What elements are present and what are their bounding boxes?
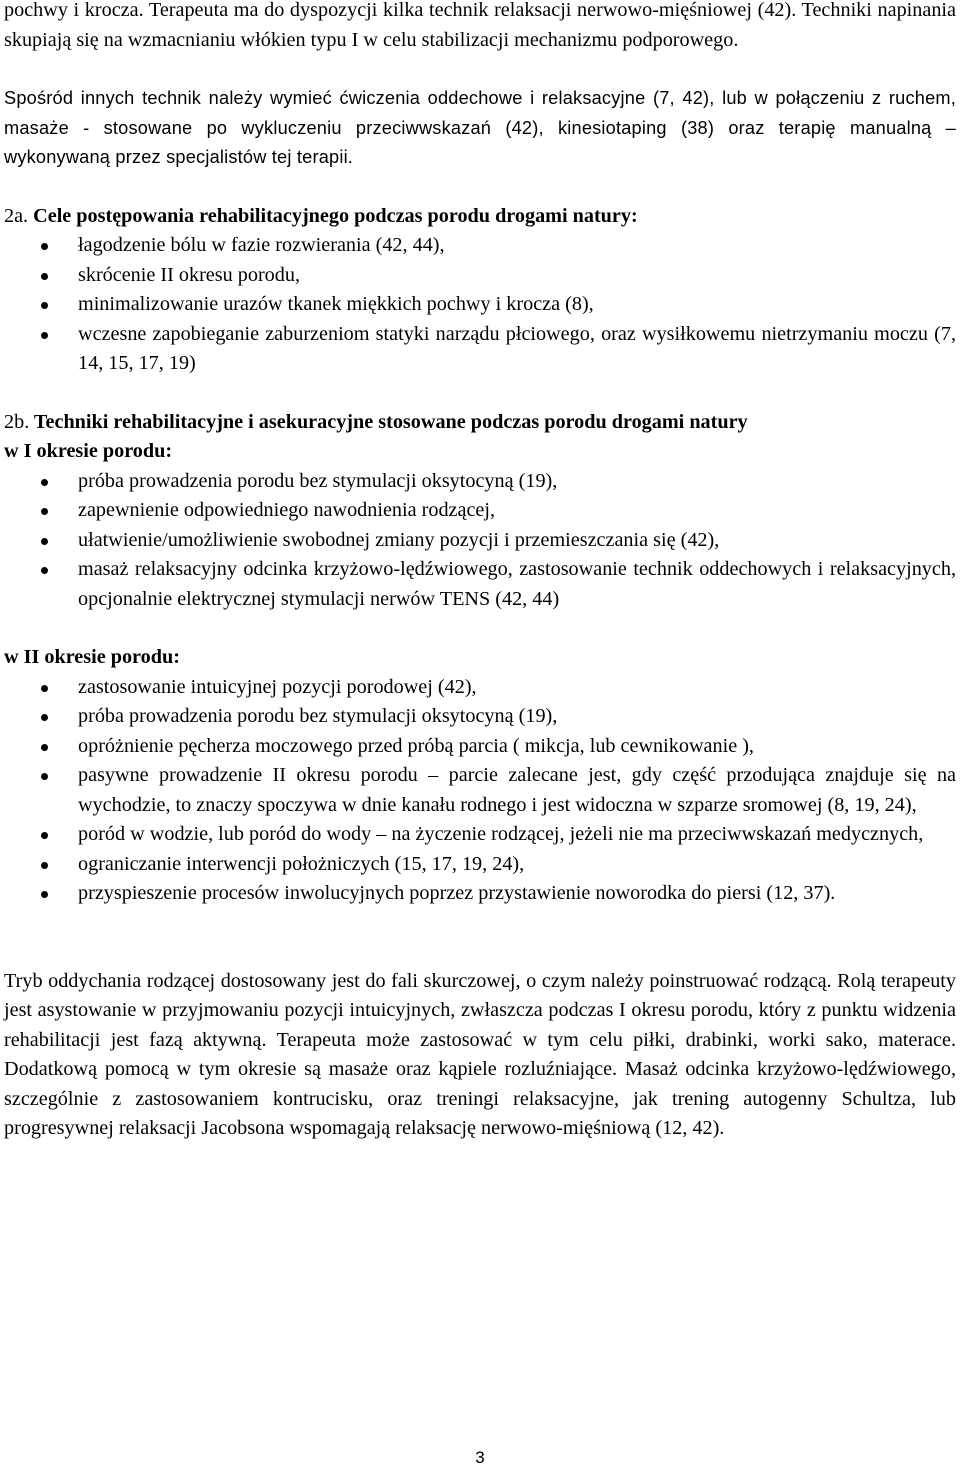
list-item: próba prowadzenia porodu bez stymulacji oksytocyną (19),	[4, 467, 956, 497]
section-2a-heading	[4, 202, 956, 232]
list-item: wczesne zapobieganie zaburzeniom statyki narządu płciowego, oraz wysiłkowemu nietrzymaniu moczu (7, 14, 15, 17, 19)	[4, 320, 956, 379]
bullet-icon	[41, 891, 48, 898]
bullet-icon	[41, 832, 48, 839]
list-item: masaż relaksacyjny odcinka krzyżowo-lędźwiowego, zastosowanie technik oddechowych i relaksacyjnych, opcjonalnie elektrycznej stymulacji nerwów TENS (42, 44)	[4, 555, 956, 614]
list-item: łagodzenie bólu w fazie rozwierania (42, 44),	[4, 231, 956, 261]
list-item: zapewnienie odpowiedniego nawodnienia rodzącej,	[4, 496, 956, 526]
section-2b-number: 2b.	[4, 410, 30, 433]
document-page	[4, 0, 956, 1144]
list-item: pasywne prowadzenie II okresu porodu – parcie zalecane jest, gdy część przodująca znajduje się na wychodzie, to znaczy spoczywa w dnie kanału rodnego i jest widoczna w szparze sromowej (8, 19, 24),	[4, 761, 956, 820]
bullet-icon	[41, 714, 48, 721]
bullet-icon	[41, 302, 48, 309]
bullet-icon	[41, 538, 48, 545]
list-item: minimalizowanie urazów tkanek miękkich pochwy i krocza (8),	[4, 290, 956, 320]
bullet-icon	[41, 508, 48, 515]
intro-paragraph-2: Spośród innych technik należy wymieć ćwiczenia oddechowe i relaksacyjne (7, 42), lub w połączeniu z ruchem, masaże - stosowane po wykluczeniu przeciwwskazań (42), kinesiotaping (38) oraz terapię manualną – wykonywaną przez specjalistów tej terapii.	[4, 88, 956, 167]
list-item: ograniczanie interwencji położniczych (15, 17, 19, 24),	[4, 850, 956, 880]
list-item: opróżnienie pęcherza moczowego przed próbą parcia ( mikcja, lub cewnikowanie ),	[4, 732, 956, 762]
section-2b-title: Techniki rehabilitacyjne i asekuracyjne stosowane podczas porodu drogami natury	[33, 410, 748, 433]
section-2a-title: Cele postępowania rehabilitacyjnego podczas porodu drogami natury:	[33, 204, 638, 227]
list-item: ułatwienie/umożliwienie swobodnej zmiany pozycji i przemieszczania się (42),	[4, 526, 956, 556]
section-2a-list	[4, 231, 956, 379]
bullet-icon	[41, 744, 48, 751]
list-item: poród w wodzie, lub poród do wody – na życzenie rodzącej, jeżeli nie ma przeciwwskazań medycznych,	[4, 820, 956, 850]
list-item: przyspieszenie procesów inwolucyjnych poprzez przystawienie noworodka do piersi (12, 37).	[4, 879, 956, 909]
bullet-icon	[41, 243, 48, 250]
section-2b-subheading-2: w II okresie porodu:	[4, 646, 180, 668]
page-number: 3	[475, 1448, 485, 1467]
bullet-icon	[41, 685, 48, 692]
bullet-icon	[41, 773, 48, 780]
intro-paragraph-1: pochwy i krocza. Terapeuta ma do dyspozycji kilka technik relaksacji nerwowo-mięśniowej (42). Techniki napinania skupiają się na wzmacnianiu włókien typu I w celu stabilizacji mechanizmu podporowego.	[4, 0, 956, 51]
bullet-icon	[41, 862, 48, 869]
section-2a-number: 2a.	[4, 204, 29, 227]
section-2b-subheading-1: w I okresie porodu:	[4, 440, 173, 462]
closing-paragraph: Tryb oddychania rodzącej dostosowany jest do fali skurczowej, o czym należy poinstruować rodzącą. Rolą terapeuty jest asystowanie w przyjmowaniu pozycji intuicyjnych, zwłaszcza podczas I okresu porodu, który z punktu widzenia rehabilitacji jest fazą aktywną. Terapeuta może zastosować w tym celu piłki, drabinki, worki sako, materace. Dodatkową pomocą w tym okresie są masaże oraz kąpiele rozluźniające. Masaż odcinka krzyżowo-lędźwiowego, szczególnie z zastosowaniem kontrucisku, oraz treningi relaksacyjne, jak trening autogenny Schultza, lub progresywnej relaksacji Jacobsona wspomagają relaksację nerwowo-mięśniową (12, 42).	[4, 969, 956, 1139]
section-2b-list-2	[4, 673, 956, 909]
bullet-icon	[41, 567, 48, 574]
section-2b-list-1	[4, 467, 956, 615]
bullet-icon	[41, 332, 48, 339]
list-item: skrócenie II okresu porodu,	[4, 261, 956, 291]
list-item: zastosowanie intuicyjnej pozycji porodowej (42),	[4, 673, 956, 703]
list-item: próba prowadzenia porodu bez stymulacji oksytocyną (19),	[4, 702, 956, 732]
section-2b-heading	[4, 408, 956, 438]
bullet-icon	[41, 273, 48, 280]
bullet-icon	[41, 479, 48, 486]
